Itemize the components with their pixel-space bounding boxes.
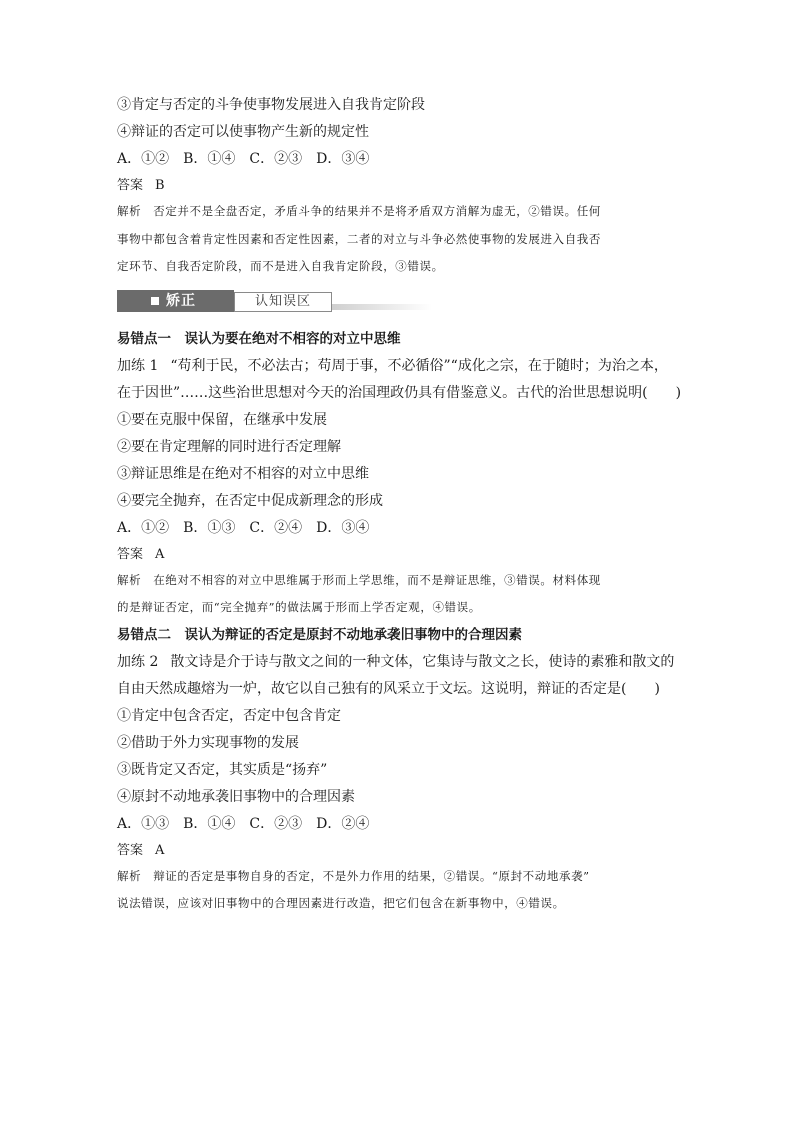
- sec1-heading: 易错点一 误认为要在绝对不相容的对立中思维: [117, 330, 401, 347]
- section-banner: [117, 290, 683, 312]
- sec1-question-line-1: 加练 1 “苟利于民，不必法古；苟周于事，不必循俗”“成化之宗，在于随时；为治之本，: [117, 357, 668, 374]
- banner-dark-tab: [117, 290, 234, 312]
- sec1-option-1: ①要在克服中保留，在继承中发展: [117, 411, 327, 428]
- q1-choices: A．①② B．①④ C．②③ D．③④: [117, 151, 370, 167]
- q1-option-4: ④辩证的否定可以使事物产生新的规定性: [117, 124, 369, 140]
- sec2-option-4: ④原封不动地承袭旧事物中的合理因素: [117, 788, 355, 805]
- sec1-explain-label: 解析: [117, 572, 142, 587]
- q1-explain-line-2: 事物中都包含着肯定性因素和否定性因素，二者的对立与斗争必然使事物的发展进入自我否: [117, 231, 601, 246]
- sec1-answer-label: 答案: [117, 546, 144, 562]
- sec2-question-line-2: 自由天然成趣熔为一炉，故它以自己独有的风采立于文坛。这说明，辩证的否定是( ): [117, 680, 660, 697]
- sec1-answer: [117, 542, 683, 567]
- sec2-option-3: ③既肯定又否定，其实质是“扬弃”: [117, 761, 328, 778]
- sec1-question-label: 加练 1: [117, 357, 159, 374]
- q1-option-3: ③肯定与否定的斗争使事物发展进入自我肯定阶段: [117, 97, 425, 113]
- sec2-explain-line-1: 解析 辩证的否定是事物自身的否定，不是外力作用的结果，②错误。“原封不动地承袭”: [117, 868, 590, 883]
- square-bullet-icon: [151, 297, 159, 305]
- sec2-answer-value: A: [155, 842, 165, 858]
- sec2-explain-line-2: 说法错误，应该对旧事物中的合理因素进行改造，把它们包含在新事物中，④错误。: [117, 896, 565, 910]
- q1-explain-label: 解析: [117, 204, 142, 218]
- sec1-option-3: ③辩证思维是在绝对不相容的对立中思维: [117, 465, 369, 482]
- q1-explain-line-3: 定环节、自我否定阶段，而不是进入自我肯定阶段，③错误。: [117, 259, 444, 273]
- q1-answer-label: 答案: [117, 178, 144, 193]
- q1-answer: [117, 173, 683, 198]
- sec2-question-label: 加练 2: [117, 653, 159, 670]
- sec2-choices: A．①③ B．①④ C．②③ D．②④: [117, 815, 370, 832]
- q1-answer-value: B: [155, 178, 165, 193]
- sec2-heading: 易错点二 误认为辩证的否定是原封不动地承袭旧事物中的合理因素: [117, 626, 522, 643]
- sec1-option-4: ④要完全抛弃，在否定中促成新理念的形成: [117, 492, 383, 509]
- sec2-answer: [117, 838, 683, 863]
- sec2-option-1: ①肯定中包含否定，否定中包含肯定: [117, 707, 341, 724]
- sec1-explain-line-1: 解析 在绝对不相容的对立中思维属于形而上学思维，而不是辩证思维，③错误。材料体现: [117, 572, 601, 587]
- banner-dark-label: 矫正: [166, 292, 196, 309]
- sec1-question-line-2: 在于因世”……这些治世思想对今天的治国理政仍具有借鉴意义。古代的治世思想说明( ): [117, 384, 682, 401]
- sec1-option-2: ②要在肯定理解的同时进行否定理解: [117, 438, 341, 455]
- sec2-option-2: ②借助于外力实现事物的发展: [117, 734, 299, 751]
- sec2-explain-label: 解析: [117, 868, 142, 883]
- q1-explain-line-1: 解析 否定并不是全盘否定，矛盾斗争的结果并不是将矛盾双方消解为虚无，②错误。任何: [117, 204, 601, 218]
- sec2-question-line-1: 加练 2 散文诗是介于诗与散文之间的一种文体，它集诗与散文之长，使诗的素雅和散文的: [117, 653, 675, 670]
- document-content: [117, 92, 683, 918]
- sec1-explain-line-2: 的是辩证否定，而“完全抛弃”的做法属于形而上学否定观，④错误。: [117, 600, 481, 614]
- banner-light-label: 认知误区: [234, 292, 332, 312]
- sec1-choices: A．①② B．①③ C．②④ D．③④: [117, 519, 370, 536]
- sec2-answer-label: 答案: [117, 842, 144, 858]
- banner-fade-bar: [332, 304, 432, 310]
- sec1-answer-value: A: [155, 546, 165, 562]
